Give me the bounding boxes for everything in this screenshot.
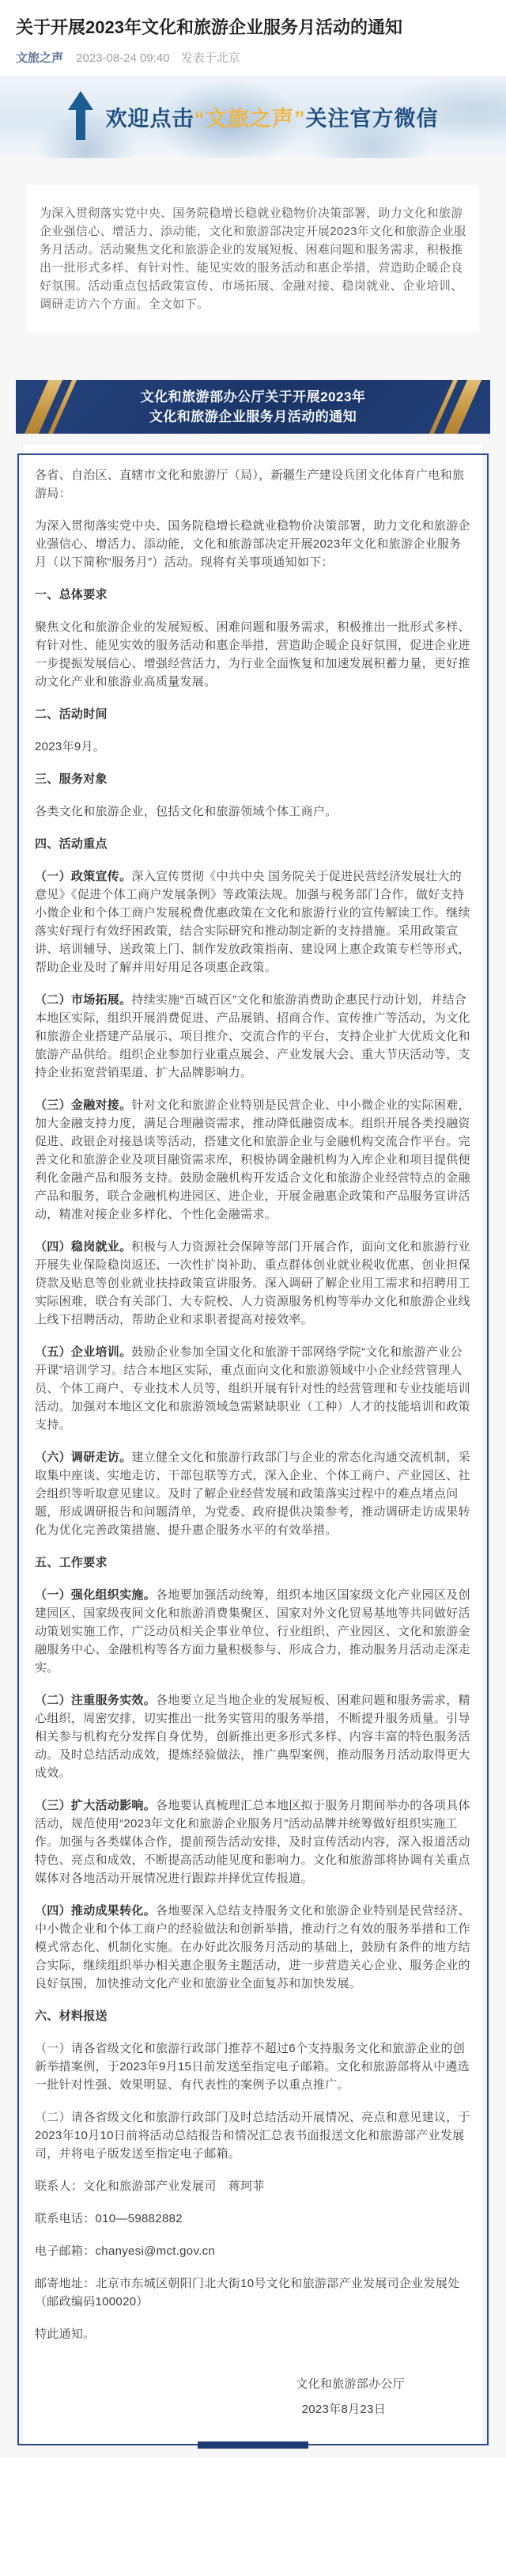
letter-paragraph: 聚焦文化和旅游企业的发展短板、困难问题和服务需求，积极推出一批形式多样、有针对性、能见实效的服务活动和惠企举措，营造助企暖企良好氛围，促进企业进一步提振发展信心、增强经营活力，为行业全面恢复和加速发展积蓄力量，更好推动文化产业和旅游业高质量发展。: [35, 620, 470, 689]
follow-banner[interactable]: [0, 76, 506, 158]
signature-line: 文化和旅游部办公厅: [296, 2377, 405, 2391]
intro-paragraph: 为深入贯彻落实党中央、国务院稳增长稳就业稳物价决策部署，助力文化和旅游企业强信心、增活力、添动能，文化和旅游部决定开展2023年文化和旅游企业服务月活动。活动聚焦文化和旅游企业的发展短板、困难问题和服务需求，积极推出一批形式多样、有针对性、能见实效的服务活动和惠企举措，营造助企暖企良好氛围。活动重点包括政策宣传、市场拓展、金融对接、稳岗就业、企业培训、调研走访六个方面。全文如下。: [40, 206, 466, 311]
letter-paragraph: （一）政策宣传。深入宣传贯彻《中共中央 国务院关于促进民营经济发展壮大的意见》《促进个体工商户发展条例》等政策法规。加强与税务部门合作，做好支持小微企业和个体工商户发展税费优惠政策在文化和旅游行业的宣传解读工作。继续落实好现行有效纾困政策，结合实际研究和推动制定新的支持措施。采用政策宣讲、培训辅导、送政策上门、制作发放政策指南、建设网上惠企政策专栏等形式，帮助企业及时了解并用好用足各项惠企政策。: [35, 869, 470, 974]
letter-paragraph: （三）金融对接。针对文化和旅游企业特别是民营企业、中小微企业的实际困难，加大金融支持力度，满足合理融资需求，推动降低融资成本。组织开展各类投融资促进、政银企对接恳谈等活动，搭建文化和旅游企业与金融机构交流合作平台。完善文化和旅游企业及项目融资需求库，积极协调金融机构为入库企业和项目提供便利化金融产品和服务支持。鼓励金融机构开发适合文化和旅游企业经营特点的金融产品和服务，联合金融机构进园区、进企业，开展金融惠企政策和产品服务宣讲活动，精准对接企业多样化、个性化金融需求。: [35, 1098, 470, 1221]
letter-frame: [17, 453, 489, 2445]
up-arrow-icon: [68, 91, 93, 143]
section-heading: 五、工作要求: [35, 1555, 108, 1569]
notice-title-banner: [16, 380, 490, 434]
frame-bottom-bar: [198, 2441, 308, 2449]
publish-location: 发表于北京: [180, 51, 240, 65]
gold-stripe-icon: [440, 380, 486, 434]
paragraph-lead: （三）扩大活动影响。: [35, 1798, 157, 1812]
letter-paragraph: 各类文化和旅游企业，包括文化和旅游领域个体工商户。: [35, 804, 338, 818]
paragraph-lead: （二）市场拓展。: [35, 992, 132, 1007]
paragraph-lead: （二）注重服务实效。: [35, 1693, 157, 1707]
paragraph-lead: （五）企业培训。: [35, 1345, 132, 1359]
letter-paragraph: 2023年9月。: [35, 739, 106, 753]
section-heading: 四、活动重点: [35, 837, 108, 851]
signature-line: 2023年8月23日: [301, 2402, 386, 2416]
letter-paragraph: 电子邮箱：chanyesi@mct.gov.cn: [35, 2244, 216, 2258]
letter-paragraph: （五）企业培训。鼓励企业参加全国文化和旅游干部网络学院“文化和旅游产业公开课”培训学习。结合本地区实际，重点面向文化和旅游领域中小企业经营管理人员、个体工商户、专业技术人员等，组织开展有针对性的经营管理和专业技能培训活动。加强对本地区文化和旅游领域急需紧缺职业（工种）人才的技能培训和政策支持。: [35, 1345, 470, 1432]
paragraph-lead: （三）金融对接。: [35, 1098, 132, 1112]
paragraph-lead: （一）政策宣传。: [35, 869, 132, 883]
letter-paragraph: （二）注重服务实效。各地要立足当地企业的发展短板、困难问题和服务需求，精心组织，周密安排，切实推出一批务实管用的服务举措，不断提升服务质量。引导相关参与机构充分发挥自身优势，创新推出更多形式多样、内容丰富的特色服务活动。及时总结活动成效，提炼经验做法，推广典型案例，推动服务月活动取得更大成效。: [35, 1693, 470, 1780]
byline: [16, 51, 490, 66]
letter-paragraph: 邮寄地址：北京市东城区朝阳门北大街10号文化和旅游部产业发展司企业发展处（邮政编码100020）: [35, 2276, 460, 2309]
letter-body: [35, 466, 471, 2419]
publish-time: 2023-08-24 09:40: [76, 51, 170, 65]
letter-paragraph: （四）推动成果转化。各地要深入总结支持服务文化和旅游企业特别是民营经济、中小微企业和个体工商户的经验做法和创新举措，推动行之有效的服务举措和工作模式常态化、机制化实施。在办好此次服务月活动的基础上，鼓励有条件的地方结合实际，继续组织举办相关惠企服务主题活动，进一步营造关心企业、服务企业的良好氛围，加快推动文化产业和旅游业全面复苏和加快发展。: [35, 1903, 470, 1990]
account-link[interactable]: 文旅之声: [16, 51, 64, 65]
follow-text-prefix: 欢迎点击: [105, 107, 194, 131]
letter-paragraph: （二）请各省级文化和旅游行政部门及时总结活动开展情况、亮点和意见建议，于2023年10月10日前将活动总结报告和情况汇总表书面报送文化和旅游部产业发展司，并将电子版发送至指定电子邮箱。: [35, 2110, 470, 2161]
letter-paragraph: （三）扩大活动影响。各地要认真梳理汇总本地区拟于服务月期间举办的各项具体活动，规范使用“2023年文化和旅游企业服务月”活动品牌并统筹做好组织实施工作。加强与各类媒体合作，提前预告活动安排，及时宣传活动内容，深入报道活动特色、亮点和成效，不断提高活动能见度和影响力。文化和旅游部将协调有关重点媒体对各地活动开展情况进行跟踪并择优宣传报道。: [35, 1798, 470, 1885]
page-title: 关于开展2023年文化和旅游企业服务月活动的通知: [16, 17, 402, 37]
paragraph-lead: （四）推动成果转化。: [35, 1903, 157, 1918]
follow-banner-text: [106, 101, 439, 132]
paragraph-lead: （一）强化组织实施。: [35, 1588, 157, 1602]
letter-paragraph: 各省、自治区、直辖市文化和旅游厅（局），新疆生产建设兵团文化体育广电和旅游局：: [35, 468, 465, 500]
content-section: [0, 158, 506, 2458]
letter-paragraph: 联系电话：010—59882882: [35, 2211, 183, 2225]
follow-text-highlight: “文旅之声”: [194, 107, 306, 131]
letter-paragraph: 联系人：文化和旅游部产业发展司 蒋珂菲: [35, 2179, 265, 2193]
section-heading: 二、活动时间: [35, 707, 108, 721]
letter-paragraph: （一）请各省级文化和旅游行政部门推荐不超过6个支持服务文化和旅游企业的创新举措案例，于2023年9月15日前发送至指定电子邮箱。文化和旅游部将从中遴选一批针对性强、效果明显、有代表性的案例予以重点推广。: [35, 2041, 470, 2092]
paragraph-lead: （四）稳岗就业。: [35, 1239, 132, 1254]
letter-paragraph: 特此通知。: [35, 2327, 96, 2341]
notice-title-line1: 文化和旅游部办公厅关于开展2023年: [140, 389, 366, 404]
section-heading: 六、材料报送: [35, 2009, 108, 2023]
follow-text-suffix: 关注官方微信: [305, 107, 439, 131]
letter-paragraph: （二）市场拓展。持续实施“百城百区”文化和旅游消费助企惠民行动计划，并结合本地区实际，组织开展消费促进、产品展销、招商合作、宣传推广等活动，为文化和旅游企业搭建产品展示、项目推介、交流合作的平台，支持企业扩大优质文化和旅游产品供给。组织企业参加行业重点展会、产业发展大会、重大节庆活动等，支持企业拓宽营销渠道、扩大品牌影响力。: [35, 992, 470, 1079]
section-heading: 三、服务对象: [35, 772, 108, 786]
letter-paragraph: （六）调研走访。建立健全文化和旅游行政部门与企业的常态化沟通交流机制，采取集中座谈、实地走访、干部包联等方式，深入企业、个体工商户、产业园区、社会组织等听取意见建议。及时了解企业经营发展和政策落实过程中的难点堵点问题，形成调研报告和问题清单，为党委、政府提供决策参考，推动调研走访成果转化为优化完善政策措施、提升惠企服务水平的有效举措。: [35, 1450, 470, 1537]
letter-paragraph: （一）强化组织实施。各地要加强活动统筹，组织本地区国家级文化产业园区及创建园区、国家级夜间文化和旅游消费集聚区、国家对外文化贸易基地等共同做好活动策划实施工作，广泛动员相关企事业单位、行业组织、产业园区、文化和旅游金融服务中心、金融机构等各方面力量积极参与、形成合力，推动服务月活动走深走实。: [35, 1588, 470, 1675]
follow-banner-content: [0, 76, 506, 158]
section-heading: 一、总体要求: [35, 587, 108, 601]
letter-paragraph: （四）稳岗就业。积极与人力资源社会保障等部门开展合作，面向文化和旅游行业开展失业保险稳岗返还、一次性扩岗补助、重点群体创业就业税收优惠、创业担保贷款及贴息等创业就业扶持政策宣讲服务。深入调研了解企业用工需求和招聘用工实际困难，联合有关部门、大专院校、人力资源服务机构等举办文化和旅游企业线上线下招聘活动，帮助企业和求职者提高对接效率。: [35, 1239, 470, 1326]
notice-title-line2: 文化和旅游企业服务月活动的通知: [149, 408, 357, 424]
intro-card: [27, 185, 479, 332]
paragraph-lead: （六）调研走访。: [35, 1450, 132, 1464]
letter-card: [23, 444, 483, 2444]
letter-paragraph: 为深入贯彻落实党中央、国务院稳增长稳就业稳物价决策部署，助力文化和旅游企业强信心、增活力、添动能，文化和旅游部决定开展2023年文化和旅游企业服务月（以下简称“服务月”）活动。现将有关事项通知如下：: [35, 518, 470, 569]
article-header: [0, 0, 506, 76]
